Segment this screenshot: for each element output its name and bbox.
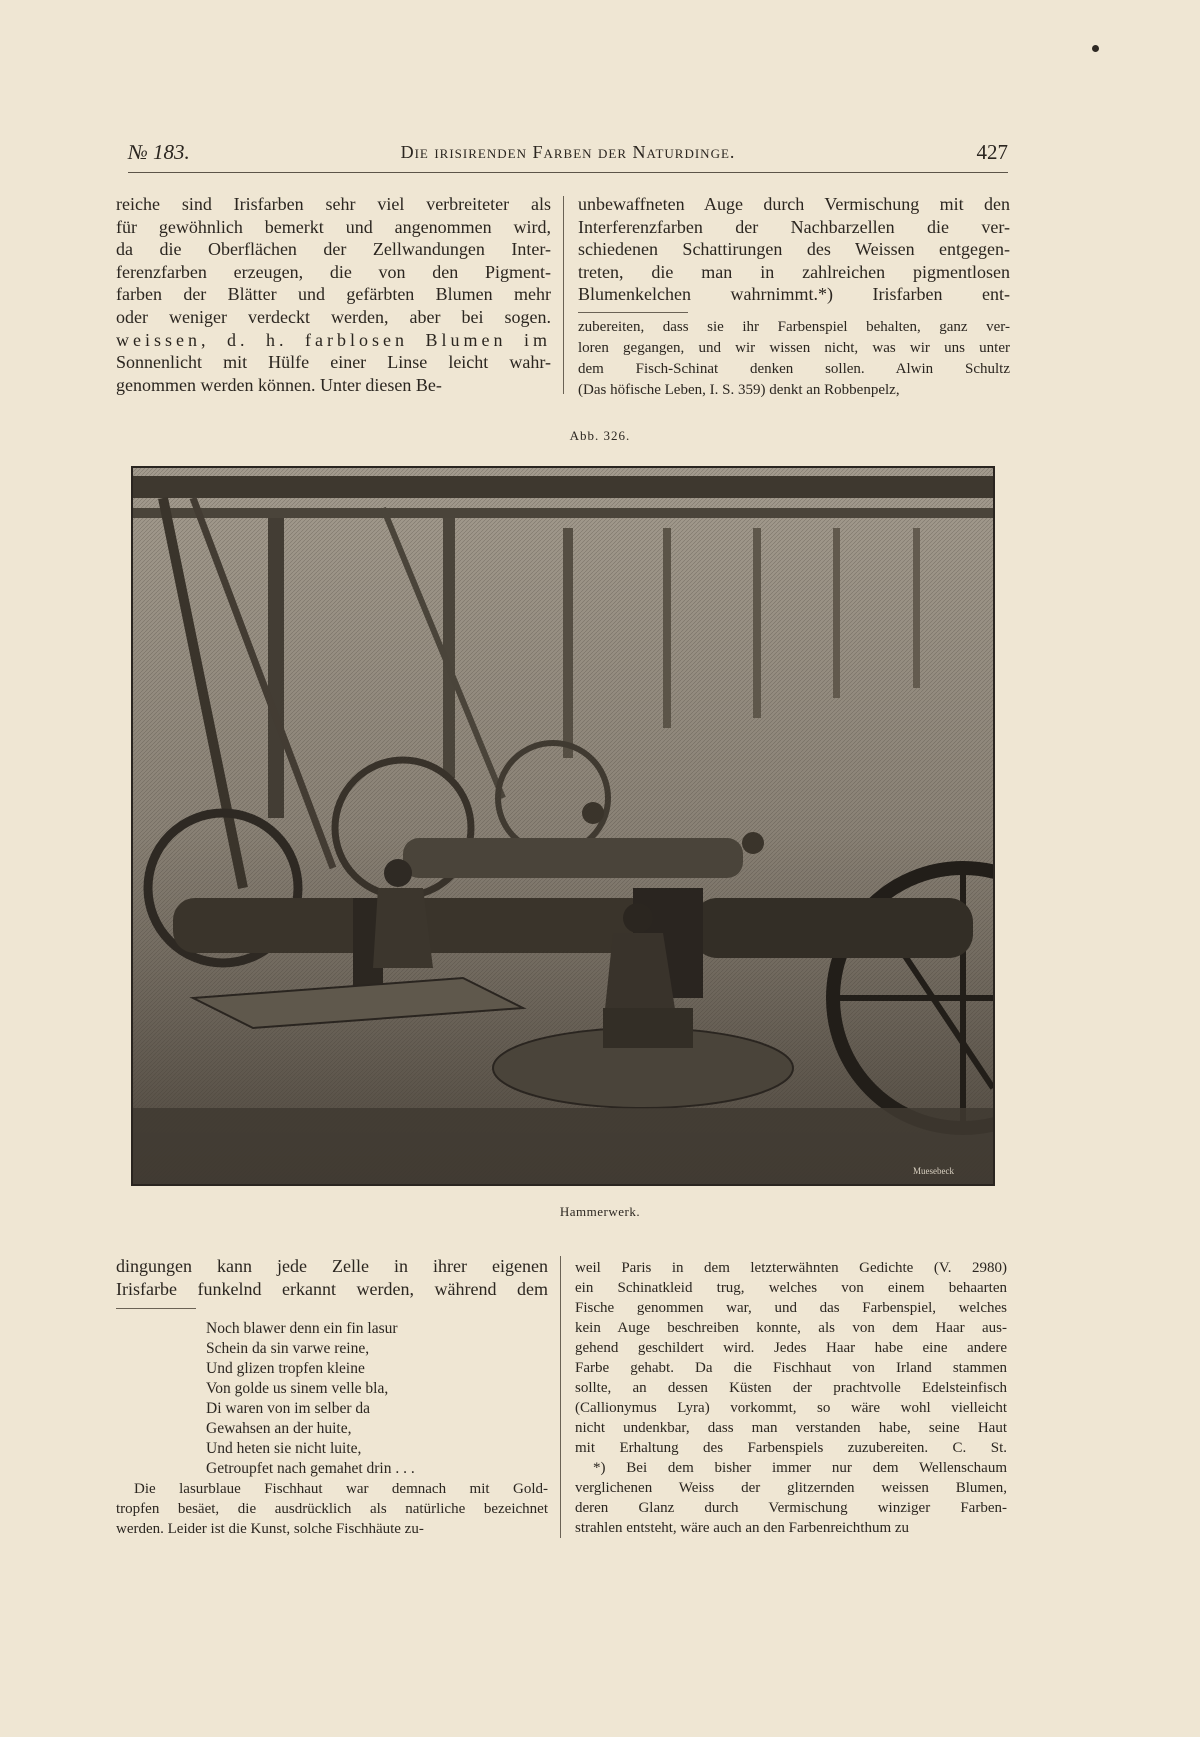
text-line: schiedenen Schattirungen des Weissen entgegen- <box>578 239 1010 260</box>
footnote-line: kein Auge beschreiben konnte, als von dem Haar aus- <box>575 1320 1007 1336</box>
text-line: genommen werden können. Unter diesen Be- <box>116 374 442 395</box>
footnote-line: loren gegangen, und wir wissen nicht, was wir uns unter <box>578 339 1010 356</box>
poem-line: Von golde us sinem velle bla, <box>206 1380 389 1398</box>
column-right-bottom <box>575 1258 1007 1538</box>
footnote-line: werden. Leider ist die Kunst, solche Fischhäute zu- <box>116 1521 424 1538</box>
text-line: reiche sind Irisfarben sehr viel verbreiteter als <box>116 194 551 214</box>
engraving-hammerwerk <box>131 466 995 1186</box>
footnote-line: verglichenen Weiss der glitzernden weissen Blumen, <box>575 1480 1007 1496</box>
footnote-rule <box>578 312 688 313</box>
ink-speck <box>1092 45 1099 52</box>
running-title: Die irisirenden Farben der Naturdinge. <box>400 142 736 162</box>
column-divider <box>563 196 564 394</box>
poem-line: Getroupfet nach gemahet drin . . . <box>206 1460 415 1478</box>
poem-quote <box>206 1319 548 1479</box>
text-line: da die Oberflächen der Zellwandungen Inter- <box>116 239 551 260</box>
footnote-line: ein Schinatkleid trug, welches von einem behaarten <box>575 1280 1007 1296</box>
text-line: Interferenzfarben der Nachbarzellen die ver- <box>578 216 1010 237</box>
figure-label: Abb. 326. <box>569 428 631 443</box>
poem-line: Und glizen tropfen kleine <box>206 1360 365 1378</box>
column-divider <box>560 1256 561 1538</box>
page-number: 427 <box>976 140 1008 164</box>
issue-number: № 183. <box>128 140 190 164</box>
footnote-line: (Das höfische Leben, I. S. 359) denkt an Robbenpelz, <box>578 381 900 398</box>
footnote-line: weil Paris in dem letzterwähnten Gedichte (V. 2980) <box>575 1260 1007 1276</box>
text-line: dingungen kann jede Zelle in ihrer eigenen <box>116 1256 548 1276</box>
footnote-rule <box>116 1308 196 1309</box>
footnote-line: Farbe gehabt. Da die Fischhaut von Irland stammen <box>575 1360 1007 1376</box>
engraving-illustration <box>133 468 993 1184</box>
footnote-line: zubereiten, dass sie ihr Farbenspiel behalten, ganz ver- <box>578 318 1010 335</box>
footnote-line: *) Bei dem bisher immer nur dem Wellenschaum <box>593 1460 1007 1476</box>
artist-signature: Muesebeck <box>913 1166 954 1176</box>
text-line-spaced: weissen, d. h. farblosen Blumen im <box>116 329 551 350</box>
footnote-line: mit Erhaltung des Farbenspiels zuzubereiten. C. St. <box>575 1440 1007 1456</box>
footnote-line: dem Fisch-Schinat denken sollen. Alwin Schultz <box>578 360 1010 377</box>
footnote-line: nicht undenkbar, dass man verstanden habe, seine Haut <box>575 1420 1007 1436</box>
text-line: treten, die man in zahlreichen pigmentlosen <box>578 261 1010 282</box>
poem-line: Und heten sie nicht luite, <box>206 1440 362 1458</box>
footnote-line: (Callionymus Lyra) vorkommt, so wäre wohl vielleicht <box>575 1400 1007 1416</box>
footnote-line: tropfen besäet, die ausdrücklich als natürliche bezeichnet <box>116 1501 548 1518</box>
column-right-top <box>578 193 1010 401</box>
figure-caption: Hammerwerk. <box>559 1204 641 1219</box>
text-line: Blumenkelchen wahrnimmt.*) Irisfarben ent- <box>578 284 1010 305</box>
column-left-bottom <box>116 1255 548 1539</box>
poem-line: Gewahsen an der huite, <box>206 1420 352 1438</box>
footnote-line: sollte, an dessen Küsten der prachtvolle Edelsteinfisch <box>575 1380 1007 1396</box>
column-left-top <box>116 193 551 396</box>
poem-line: Schein da sin varwe reine, <box>206 1340 370 1358</box>
text-line: farben der Blätter und gefärbten Blumen mehr <box>116 284 551 305</box>
poem-line: Noch blawer denn ein fin lasur <box>206 1320 398 1338</box>
poem-line: Di waren von im selber da <box>206 1400 370 1418</box>
text-line: oder weniger verdeckt werden, aber bei sogen. <box>116 306 551 327</box>
footnote-line: gehend geschildert wird. Jedes Haar habe eine andere <box>575 1340 1007 1356</box>
running-header <box>128 140 1008 173</box>
footnote-line: Die lasurblaue Fischhaut war demnach mit Gold- <box>134 1481 548 1498</box>
text-line: Sonnenlicht mit Hülfe einer Linse leicht wahr- <box>116 352 551 373</box>
text-line: ferenzfarben erzeugen, die von den Pigment- <box>116 261 551 282</box>
text-line: Irisfarbe funkelnd erkannt werden, während dem <box>116 1278 548 1299</box>
footnote-line: deren Glanz durch Vermischung winziger Farben- <box>575 1500 1007 1516</box>
footnote-line: strahlen entsteht, wäre auch an den Farbenreichthum zu <box>575 1520 910 1536</box>
text-line: für gewöhnlich bemerkt und angenommen wird, <box>116 216 551 237</box>
text-line: unbewaffneten Auge durch Vermischung mit den <box>578 194 1010 214</box>
footnote-line: Fische genommen war, und das Farbenspiel, welches <box>575 1300 1007 1316</box>
